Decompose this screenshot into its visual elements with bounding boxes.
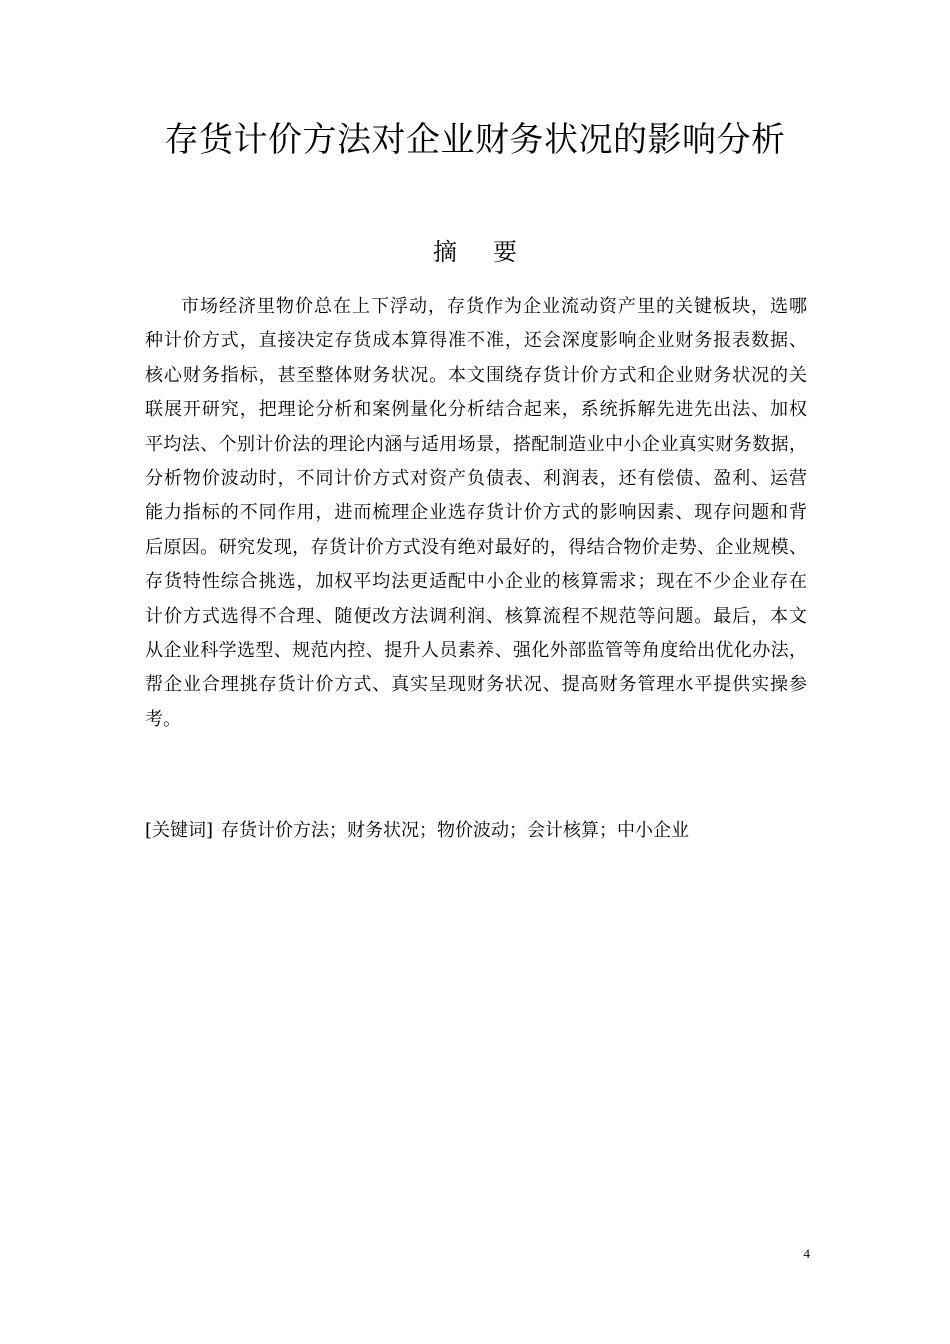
abstract-body — [145, 290, 807, 737]
abstract-line: 从企业科学选型、规范内控、提升人员素养、强化外部监管等角度给出优化办法， — [145, 639, 807, 661]
abstract-line: 帮企业合理挑存货计价方式、真实呈现财务状况、提高财务管理水平提供实操参 — [145, 674, 807, 696]
paper-title: 存货计价方法对企业财务状况的影响分析 — [164, 120, 786, 160]
page-number: 4 — [803, 1246, 810, 1261]
abstract-line: 核心财务指标，甚至整体财务状况。本文围绕存货计价方式和企业财务状况的关 — [145, 364, 807, 386]
abstract-line: 后原因。研究发现，存货计价方式没有绝对最好的，得结合物价走势、企业规模、 — [145, 536, 807, 558]
abstract-heading — [0, 234, 950, 270]
abstract-line: 种计价方式，直接决定存货成本算得准不准，还会深度影响企业财务报表数据、 — [145, 330, 807, 352]
abstract-line: 联展开研究，把理论分析和案例量化分析结合起来，系统拆解先进先出法、加权 — [145, 399, 807, 421]
keywords-text: 存货计价方法；财务状况；物价波动；会计核算；中小企业 — [221, 820, 690, 841]
keywords-label: [关键词] — [145, 820, 214, 841]
abstract-line: 能力指标的不同作用，进而梳理企业选存货计价方式的影响因素、现存问题和背 — [145, 502, 807, 524]
keywords — [145, 814, 807, 848]
abstract-heading-char-1: 摘 — [433, 238, 457, 266]
abstract-line: 考。 — [145, 708, 181, 730]
abstract-line: 计价方式选得不合理、随便改方法调利润、核算流程不规范等问题。最后，本文 — [145, 605, 807, 627]
abstract-line: 分析物价波动时，不同计价方式对资产负债表、利润表，还有偿债、盈利、运营 — [145, 467, 807, 489]
abstract-heading-char-2: 要 — [493, 238, 517, 266]
abstract-line: 存货特性综合挑选，加权平均法更适配中小企业的核算需求；现在不少企业存在 — [145, 571, 807, 593]
abstract-line: 市场经济里物价总在上下浮动，存货作为企业流动资产里的关键板块，选哪 — [181, 296, 807, 317]
abstract-line: 平均法、个别计价法的理论内涵与适用场景，搭配制造业中小企业真实财务数据， — [145, 433, 807, 455]
